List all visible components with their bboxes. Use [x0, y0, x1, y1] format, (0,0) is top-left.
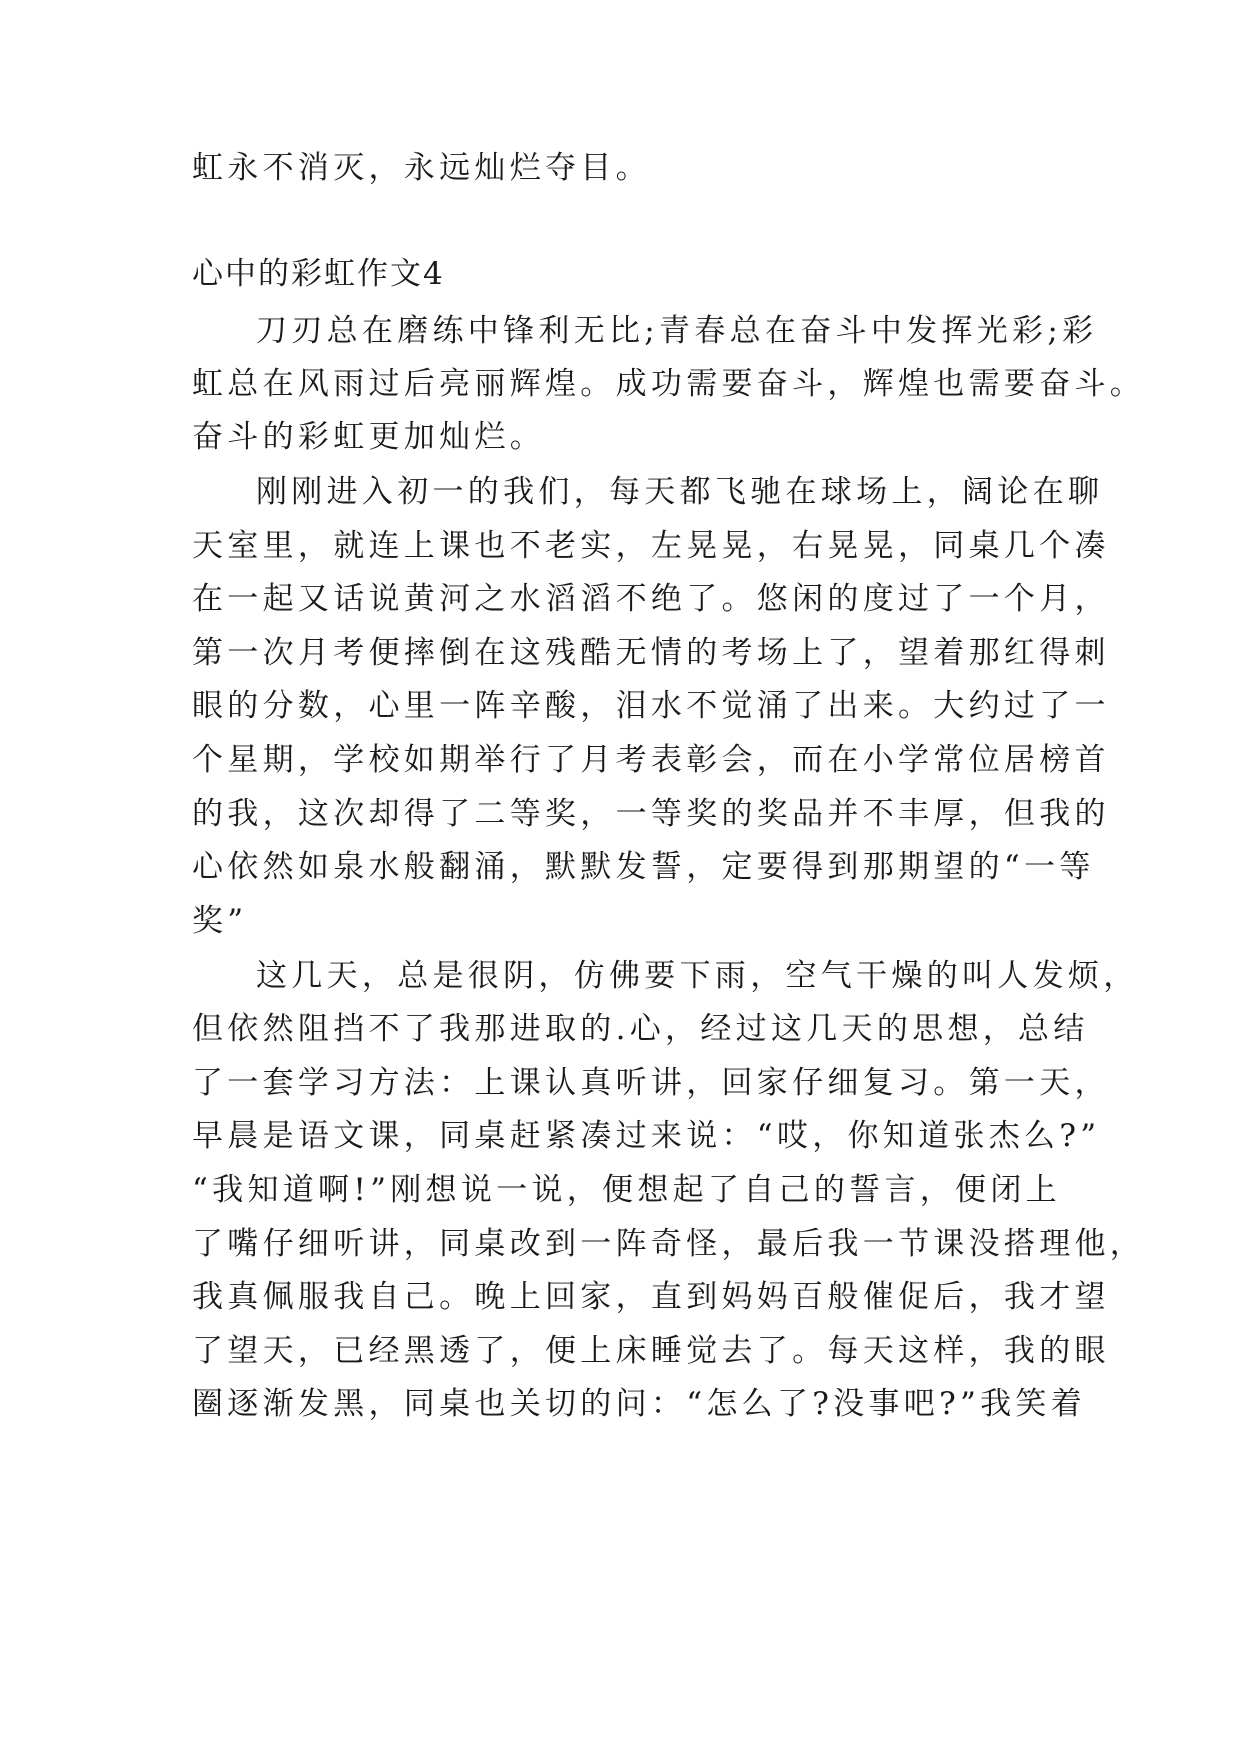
paragraph-line: 了一套学习方法：上课认真听讲，回家仔细复习。第一天， [192, 1065, 1110, 1101]
paragraph-line: 天室里，就连上课也不老实，左晃晃，右晃晃，同桌几个凑 [192, 528, 1110, 564]
paragraph-line: 的我，这次却得了二等奖，一等奖的奖品并不丰厚，但我的 [192, 796, 1110, 832]
paragraph-line: 奋斗的彩虹更加灿烂。 [192, 419, 545, 455]
paragraph-line: 了望天，已经黑透了，便上床睡觉去了。每天这样，我的眼 [192, 1333, 1110, 1369]
paragraph-line: “我知道啊!”刚想说一说，便想起了自己的誓言，便闭上 [192, 1172, 1061, 1208]
paragraph-line: 第一次月考便摔倒在这残酷无情的考场上了，望着那红得刺 [192, 635, 1110, 671]
paragraph-line: 虹永不消灭，永远灿烂夺目。 [192, 150, 651, 186]
paragraph-line: 虹总在风雨过后亮丽辉煌。成功需要奋斗，辉煌也需要奋斗。 [192, 366, 1146, 402]
paragraph-line: 刀刃总在磨练中锋利无比;青春总在奋斗中发挥光彩;彩 [256, 313, 1098, 349]
paragraph-line: 圈逐渐发黑，同桌也关切的问：“怎么了?没事吧?”我笑着 [192, 1386, 1087, 1422]
paragraph-line: 了嘴仔细听讲，同桌改到一阵奇怪，最后我一节课没搭理他， [192, 1226, 1146, 1262]
paragraph-line: 但依然阻挡不了我那进取的.心，经过这几天的思想，总结 [192, 1011, 1089, 1047]
section-heading: 心中的彩虹作文4 [192, 256, 445, 292]
paragraph-line: 我真佩服我自己。晚上回家，直到妈妈百般催促后，我才望 [192, 1279, 1110, 1315]
paragraph-line: 这几天，总是很阴，仿佛要下雨，空气干燥的叫人发烦， [256, 958, 1139, 994]
paragraph-line: 在一起又话说黄河之水滔滔不绝了。悠闲的度过了一个月， [192, 581, 1110, 617]
paragraph-line: 刚刚进入初一的我们，每天都飞驰在球场上，阔论在聊 [256, 474, 1104, 510]
paragraph-line: 早晨是语文课，同桌赶紧凑过来说：“哎，你知道张杰么?” [192, 1118, 1101, 1154]
paragraph-line: 心依然如泉水般翻涌，默默发誓，定要得到那期望的“一等 [192, 849, 1095, 885]
paragraph-line: 个星期，学校如期举行了月考表彰会，而在小学常位居榜首 [192, 742, 1110, 778]
paragraph-line: 眼的分数，心里一阵辛酸，泪水不觉涌了出来。大约过了一 [192, 688, 1110, 724]
paragraph-line: 奖” [192, 903, 248, 939]
